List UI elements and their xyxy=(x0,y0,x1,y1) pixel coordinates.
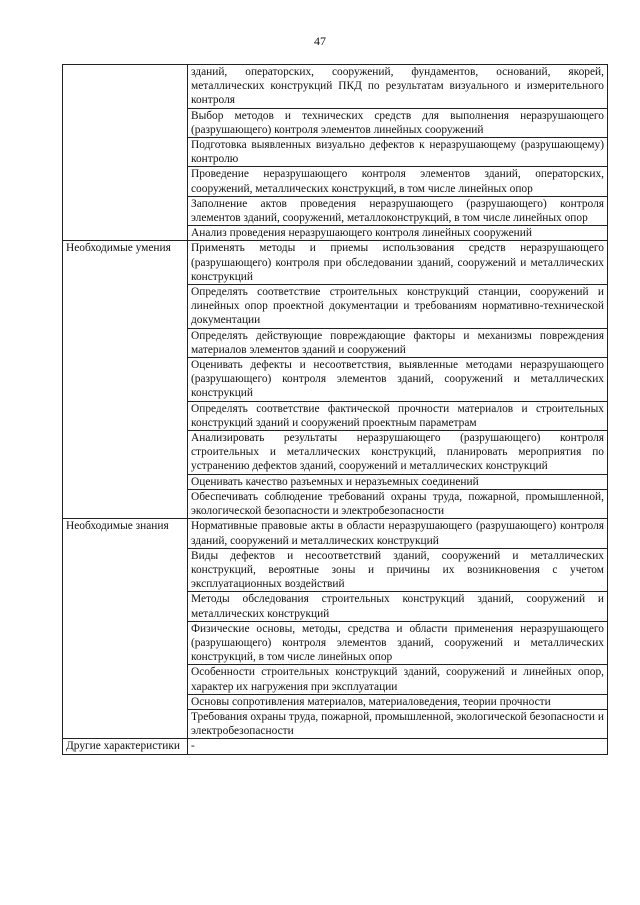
section-label: Другие характеристики xyxy=(63,739,188,754)
section-item: Основы сопротивления материалов, материаловедения, теории прочности xyxy=(188,694,608,709)
section-label: Необходимые умения xyxy=(63,241,188,519)
section-item: - xyxy=(188,739,608,754)
section-item: зданий, операторских, сооружений, фундаментов, оснований, якорей, металлических конструкций ПКД по результатам визуального и измерительного контроля xyxy=(188,65,608,109)
section-item: Требования охраны труда, пожарной, промышленной, экологической безопасности и электробезопасности xyxy=(188,709,608,738)
section-item: Проведение неразрушающего контроля элементов зданий, операторских, сооружений, металлических конструкций, в том числе линейных опор xyxy=(188,167,608,196)
page-number: 47 xyxy=(314,34,326,48)
section-item: Определять соответствие строительных конструкций станции, сооружений и линейных опор проектной документации и требованиям нормативно-технической документации xyxy=(188,285,608,329)
table-row xyxy=(63,65,608,109)
section-item: Особенности строительных конструкций зданий, сооружений и линейных опор, характер их нагружения при эксплуатации xyxy=(188,665,608,694)
section-item: Анализ проведения неразрушающего контроля линейных сооружений xyxy=(188,226,608,241)
section-item: Оценивать дефекты и несоответствия, выявленные методами неразрушающего (разрушающего) контроля элементов зданий, сооружений и металлических конструкций xyxy=(188,358,608,402)
table-row xyxy=(63,519,608,548)
section-item: Оценивать качество разъемных и неразъемных соединений xyxy=(188,474,608,489)
requirements-table xyxy=(62,64,608,755)
section-item: Физические основы, методы, средства и области применения неразрушающего (разрушающего) контроля элементов зданий, сооружений и металлических конструкций, в том числе линейных опор xyxy=(188,621,608,665)
section-item: Определять соответствие фактической прочности материалов и строительных конструкций зданий и сооружений проектным параметрам xyxy=(188,401,608,430)
section-item: Методы обследования строительных конструкций зданий, сооружений и металлических конструкций xyxy=(188,592,608,621)
section-item: Нормативные правовые акты в области неразрушающего (разрушающего) контроля зданий, сооружений и металлических конструкций xyxy=(188,519,608,548)
section-label xyxy=(63,65,188,241)
section-item: Заполнение актов проведения неразрушающего (разрушающего) контроля элементов зданий, сооружений, металлоконструкций, в том числе линейных опор xyxy=(188,196,608,225)
table-row xyxy=(63,241,608,285)
section-item: Подготовка выявленных визуально дефектов к неразрушающему (разрушающему) контролю xyxy=(188,138,608,167)
section-item: Выбор методов и технических средств для выполнения неразрушающего (разрушающего) контроля элементов линейных сооружений xyxy=(188,108,608,137)
section-item: Обеспечивать соблюдение требований охраны труда, пожарной, промышленной, экологической безопасности и электробезопасности xyxy=(188,489,608,518)
section-item: Виды дефектов и несоответствий зданий, сооружений и металлических конструкций, вероятные зоны и причины их возникновения с учетом эксплуатационных воздействий xyxy=(188,548,608,592)
section-label: Необходимые знания xyxy=(63,519,188,739)
section-item: Анализировать результаты неразрушающего (разрушающего) контроля строительных и металлических конструкций, планировать мероприятия по устранению дефектов зданий, сооружений и металлических конструкций xyxy=(188,431,608,475)
section-item: Определять действующие повреждающие факторы и механизмы повреждения материалов элементов зданий и сооружений xyxy=(188,328,608,357)
table-row xyxy=(63,739,608,754)
section-item: Применять методы и приемы использования средств неразрушающего (разрушающего) контроля при обследовании зданий, сооружений и металлических конструкций xyxy=(188,241,608,285)
